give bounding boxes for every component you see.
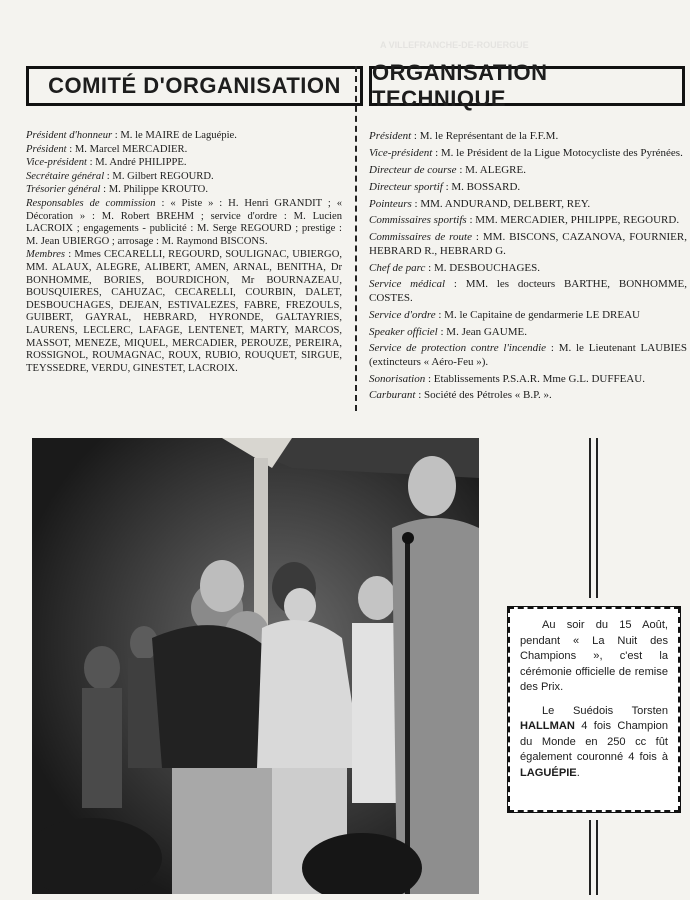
entry-label: Président bbox=[26, 143, 67, 155]
entry-text: : M. Jean GAUME. bbox=[437, 325, 527, 338]
entry bbox=[26, 249, 342, 375]
entry-text: : MM. MERCADIER, PHILIPPE, REGOURD. bbox=[466, 214, 680, 227]
caption-place: LAGUÉPIE bbox=[520, 766, 577, 779]
caption-text: . bbox=[576, 766, 580, 779]
committee-heading: COMITÉ D'ORGANISATION bbox=[26, 66, 363, 106]
ceremony-photo-image bbox=[32, 438, 479, 894]
page: A VILLEFRANCHE-DE-ROUERGUE COMITÉ D'ORGANISATION Président d'honneur : M. le MAIRE de Laguépie. Président : M. Marcel MERCADIER. Vice-président : M. André PHILIPPE. Secrétaire général : M. Gilbert REGOURD. Trésorier général : M. Philippe KROUTO. Responsables de commission : « Piste » : H. Henri GRANDIT ; « Décoration » : M. Robert BREHM ; service d'ordre : M. Lucien LACROIX ; engagements - publicité : M. Serge REGOURD ; prestige : M. Jean UBIERGO ; arrosage : M. Raymond BISCONS. Membres : Mmes CECARELLI, REGOURD, SOULIGNAC, UBIERGO, MM. ALAUX, ALEGRE, ALIBERT, AMEN, ARNAL, BENITHA, Dr BONHOMME, BORIES, BOURDICHON, Mr BOURNAZEAU, BOUSQUIERES, CAHUZAC, CECARELLI, COURBIN, DALET, DESBOUCHAGES, DEJEAN, ESTIVALEZES, FABRE, FREZOULS, GUIBERT, GAYRAL, HEBRARD, HYRONDE, GALTAYRIES, LAURENS, LECLERC, LAFAGE, LENTENET, MARTY, MARCOS, MASSOT, MENEZE, MIQUEL, MERCADIER, PEROUZE, PEREIRA, ROSSIGNOL, ROUMAGNAC, ROUX, RUBIO, ROUQUET, SIRGUE, TEYSSEDRE, VERDU, GINESTET, LACROIX. ORGANISATION TECHNIQUE Président : M. le Représentant de la F.F.M. Vice-président : M. le Président de la Ligue Motocycliste des Pyrénées. Directeur de course : M. ALEGRE. Directeur sportif : M. BOSSARD. Pointeurs : MM. ANDURAND, DELBERT, REY. Commissaires sportifs : MM. MERCADIER, PHILIPPE, REGOURD. Commissaires de route : MM. BISCONS, CAZANOVA, FOURNIER, HEBRARD R., HEBRARD G. Chef de parc : M. DESBOUCHAGES. Service médical : MM. les docteurs BARTHE, BONHOMME, COSTES. Service d'ordre : M. le Capitaine de gendarmerie LE DREAU Speaker officiel : M. Jean GAUME. Service de protection contre l'incendie : M. le Lieutenant LAUBIES (extincteurs « Aéro-Feu »). Sonorisation : Etablissements P.S.A.R. Mme G.L. DUFFEAU. Carburant : Société des Pétroles « B.P. ». Au soir du 15 Août, pendant « La Nuit des Champions », c'est la cérémonie officielle de remise des Prix. Le Suédois Torsten HALLMAN 4 fois Champion du Monde en 250 cc fût également couronné 4 fois à LAGUÉPIE. bbox=[0, 0, 690, 900]
entry-label: Service médical bbox=[369, 278, 446, 291]
technical-heading: ORGANISATION TECHNIQUE bbox=[369, 66, 685, 106]
entry bbox=[26, 171, 342, 184]
entry-text: : Société des Pétroles « B.P. ». bbox=[415, 389, 552, 402]
decorative-rule-3 bbox=[589, 820, 591, 895]
decorative-rule-1 bbox=[589, 438, 591, 598]
entry bbox=[26, 157, 342, 170]
entry-label: Vice-président bbox=[369, 146, 433, 159]
entry bbox=[26, 184, 342, 197]
entry-label: Commissaires sportifs bbox=[369, 214, 467, 227]
entry-label: Chef de parc bbox=[369, 261, 426, 274]
entry bbox=[369, 231, 687, 258]
entry-label: Secrétaire général bbox=[26, 170, 105, 182]
entry bbox=[369, 373, 687, 386]
caption-paragraph-2 bbox=[520, 704, 668, 782]
entry-label: Service d'ordre bbox=[369, 308, 436, 321]
entry-text: : M. le Lieutenant LAUBIES (extincteurs « Aéro-Feu »). bbox=[369, 342, 687, 368]
entry bbox=[369, 389, 687, 402]
entry-label: Membres bbox=[26, 249, 66, 261]
entry bbox=[26, 144, 342, 157]
technical-entries bbox=[369, 130, 687, 403]
entry-text: : MM. ANDURAND, DELBERT, REY. bbox=[411, 197, 591, 210]
entry bbox=[369, 309, 687, 322]
entry-label: Responsables de commission bbox=[26, 197, 156, 209]
entry bbox=[369, 198, 687, 211]
caption-paragraph-1: Au soir du 15 Août, pendant « La Nuit des Champions », c'est la cérémonie officielle de remise des Prix. bbox=[520, 619, 668, 693]
entry-text: : « Piste » : H. Henri GRANDIT ; « Décoration » : M. Robert BREHM ; service d'ordre : M. Lucien LACROIX ; engagements - publicité : M. Serge REGOURD ; prestige : M. Jean UBIERGO ; arrosage : M. Raymond BISCONS. bbox=[26, 197, 342, 247]
entry-label: Président bbox=[369, 130, 412, 142]
entry-text: : Mmes CECARELLI, REGOURD, SOULIGNAC, UBIERGO, MM. ALAUX, ALEGRE, ALIBERT, AMEN, ARNAL, BENITHA, Dr BONHOMME, BORIES, BOURDICHON, Mr BOURNAZEAU, BOUSQUIERES, CAHUZAC, CECARELLI, COURBIN, DALET, DESBOUCHAGES, DEJEAN, ESTIVALEZES, FABRE, FREZOULS, GUIBERT, GAYRAL, HEBRARD, HYRONDE, GALTAYRIES, LAURENS, LECLERC, LAFAGE, LENTENET, MARTY, MARCOS, MASSOT, MENEZE, MIQUEL, MERCADIER, PEROUZE, PEREIRA, ROSSIGNOL, ROUMAGNAC, ROUX, RUBIO, ROUQUET, SIRGUE, TEYSSEDRE, VERDU, GINESTET, LACROIX. bbox=[26, 249, 342, 374]
entry-label: Service de protection contre l'incendie bbox=[369, 342, 547, 355]
entry bbox=[369, 164, 687, 177]
entry-text: : M. le Président de la Ligue Motocycliste des Pyrénées. bbox=[432, 146, 683, 159]
entry bbox=[369, 326, 687, 339]
caption-text: 4 fois Champion du Monde en 250 cc fût également couronné 4 fois à bbox=[520, 720, 668, 763]
entry-text: : M. le Représentant de la F.F.M. bbox=[411, 130, 559, 142]
entry-label: Président d'honneur bbox=[26, 130, 113, 141]
technical-section bbox=[369, 60, 688, 406]
entry-text: : M. André PHILIPPE. bbox=[87, 157, 187, 169]
entry bbox=[26, 130, 342, 143]
entry-label: Pointeurs bbox=[369, 197, 412, 210]
entry bbox=[369, 262, 687, 275]
entry bbox=[369, 214, 687, 227]
entry-label: Directeur sportif bbox=[369, 180, 443, 193]
caption-text: Le Suédois Torsten bbox=[542, 704, 668, 717]
entry-text: : M. BOSSARD. bbox=[442, 180, 521, 193]
committee-entries bbox=[26, 130, 342, 375]
entry bbox=[369, 342, 687, 369]
entry-label: Commissaires de route bbox=[369, 231, 472, 244]
entry-text: : Etablissements P.S.A.R. Mme G.L. DUFFEAU. bbox=[425, 372, 645, 385]
entry-text: : MM. les docteurs BARTHE, BONHOMME, COSTES. bbox=[369, 278, 688, 304]
entry-text: : M. Marcel MERCADIER. bbox=[66, 143, 188, 155]
entry-text: : MM. BISCONS, CAZANOVA, FOURNIER, HEBRARD R., HEBRARD G. bbox=[369, 231, 687, 257]
entry bbox=[369, 147, 687, 160]
entry-label: Sonorisation bbox=[369, 372, 426, 385]
photo-caption bbox=[508, 607, 680, 812]
entry-text: : M. Philippe KROUTO. bbox=[100, 184, 208, 196]
entry bbox=[369, 278, 687, 305]
entry-text: : M. ALEGRE. bbox=[456, 163, 526, 176]
entry-label: Carburant bbox=[369, 389, 416, 402]
entry-text: : M. le Capitaine de gendarmerie LE DREAU bbox=[435, 308, 640, 321]
entry-label: Trésorier général bbox=[26, 184, 101, 196]
column-divider bbox=[355, 66, 357, 411]
entry-label: Speaker officiel bbox=[369, 325, 438, 338]
ceremony-photo bbox=[32, 438, 479, 894]
decorative-rule-2 bbox=[596, 438, 598, 598]
entry-label: Directeur de course bbox=[369, 163, 457, 176]
caption-name: HALLMAN bbox=[520, 720, 575, 732]
entry bbox=[369, 130, 687, 143]
entry-text: : M. le MAIRE de Laguépie. bbox=[112, 130, 237, 141]
entry bbox=[26, 198, 342, 248]
decorative-rule-4 bbox=[596, 820, 598, 895]
entry-label: Vice-président bbox=[26, 157, 87, 169]
committee-section bbox=[26, 66, 342, 376]
entry-text: : M. Gilbert REGOURD. bbox=[104, 170, 214, 182]
entry bbox=[369, 181, 687, 194]
entry-text: : M. DESBOUCHAGES. bbox=[425, 261, 541, 274]
